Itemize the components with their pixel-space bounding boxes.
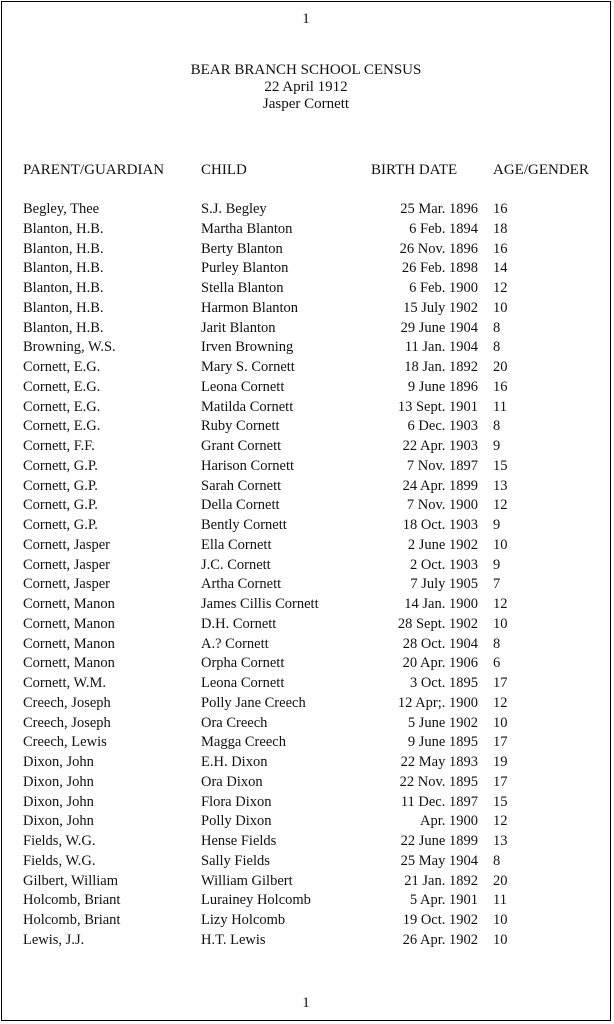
age-gender-cell: 18 [493, 220, 508, 237]
table-row [2, 595, 610, 615]
parent-guardian-cell: Begley, Thee [23, 201, 100, 217]
birth-date-cell: 7 Nov. 1897 [406, 457, 478, 474]
table-row [2, 556, 610, 576]
birth-date-cell: 13 Sept. 1901 [397, 398, 478, 415]
birth-date-cell: 18 Oct. 1903 [402, 517, 478, 533]
table-row [2, 733, 610, 753]
table-row [2, 319, 610, 339]
age-gender-cell: 7 [493, 576, 501, 593]
birth-date-cell: 28 Sept. 1902 [397, 615, 478, 632]
table-row [2, 911, 610, 931]
birth-date-cell: 14 Jan. 1900 [404, 596, 478, 612]
table-row [2, 714, 610, 734]
age-gender-cell: 11 [493, 398, 507, 415]
child-cell: Ella Cornett [201, 536, 272, 553]
child-cell: Leona Cornett [201, 675, 285, 691]
child-cell: Harmon Blanton [201, 299, 299, 316]
age-gender-cell: 20 [493, 359, 508, 375]
table-row [2, 398, 610, 418]
age-gender-cell: 10 [493, 912, 508, 928]
child-cell: Martha Blanton [201, 220, 293, 237]
table-row [2, 240, 610, 260]
child-cell: Mary S. Cornett [201, 359, 295, 375]
birth-date-cell: 26 Apr. 1902 [402, 931, 478, 948]
age-gender-cell: 17 [493, 675, 508, 691]
child-cell: Sally Fields [201, 852, 270, 869]
table-row [2, 773, 610, 793]
parent-guardian-cell: Cornett, F.F. [23, 438, 95, 454]
table-row [2, 852, 610, 872]
child-cell: Polly Dixon [201, 813, 272, 830]
table-row [2, 793, 610, 813]
parent-guardian-cell: Blanton, H.B. [23, 299, 104, 316]
parent-guardian-cell: Blanton, H.B. [23, 240, 104, 257]
birth-date-cell: 6 Feb. 1894 [409, 220, 478, 237]
parent-guardian-cell: Lewis, J.J. [23, 931, 85, 948]
child-cell: Irven Browning [201, 339, 294, 356]
child-cell: H.T. Lewis [201, 931, 266, 948]
table-header [2, 162, 610, 182]
birth-date-cell: 5 Apr. 1901 [409, 892, 478, 909]
census-table-body [2, 200, 610, 951]
parent-guardian-cell: Dixon, John [23, 813, 94, 830]
parent-guardian-cell: Cornett, Jasper [23, 536, 110, 553]
table-row [2, 872, 610, 892]
age-gender-cell: 12 [493, 813, 508, 830]
age-gender-cell: 13 [493, 833, 508, 849]
table-row [2, 417, 610, 437]
age-gender-cell: 8 [493, 418, 501, 435]
parent-guardian-cell: Blanton, H.B. [23, 220, 104, 237]
age-gender-cell: 10 [493, 931, 508, 948]
age-gender-cell: 11 [493, 892, 507, 909]
table-row [2, 536, 610, 556]
birth-date-cell: 25 May 1904 [400, 852, 478, 869]
age-gender-cell: 15 [493, 793, 508, 810]
child-cell: Lurainey Holcomb [201, 892, 311, 909]
age-gender-cell: 10 [493, 536, 508, 553]
age-gender-cell: 8 [493, 852, 501, 869]
table-row [2, 832, 610, 852]
age-gender-cell: 12 [493, 596, 508, 612]
parent-guardian-cell: Fields, W.G. [23, 833, 96, 849]
birth-date-cell: 25 Mar. 1896 [400, 201, 478, 217]
table-row [2, 635, 610, 655]
age-gender-cell: 8 [493, 339, 501, 356]
table-row [2, 259, 610, 279]
child-cell: A.? Cornett [201, 635, 269, 652]
birth-date-cell: 18 Jan. 1892 [404, 359, 478, 375]
birth-date-cell: 26 Nov. 1896 [399, 240, 478, 257]
child-cell: Flora Dixon [201, 793, 272, 810]
child-cell: Lizy Holcomb [201, 912, 286, 928]
table-row [2, 931, 610, 951]
birth-date-cell: 28 Oct. 1904 [402, 635, 478, 652]
child-cell: Bently Cornett [201, 517, 287, 533]
document-title: BEAR BRANCH SCHOOL CENSUS [190, 62, 422, 78]
census-taker: Jasper Cornett [262, 96, 350, 112]
table-row [2, 496, 610, 516]
age-gender-cell: 8 [493, 319, 501, 336]
age-gender-cell: 16 [493, 378, 508, 395]
birth-date-cell: Apr. 1900 [420, 813, 478, 830]
birth-date-cell: 19 Oct. 1902 [402, 912, 478, 928]
age-gender-cell: 15 [493, 457, 508, 474]
age-gender-cell: 9 [493, 517, 501, 533]
birth-date-cell: 22 Apr. 1903 [402, 438, 478, 454]
age-gender-cell: 10 [493, 714, 508, 731]
birth-date-cell: 6 Dec. 1903 [407, 418, 478, 435]
child-cell: Purley Blanton [201, 260, 289, 277]
table-row [2, 200, 610, 220]
child-cell: Magga Creech [201, 734, 286, 751]
child-cell: Sarah Cornett [201, 477, 282, 494]
table-row [2, 812, 610, 832]
child-cell: Hense Fields [201, 833, 277, 849]
parent-guardian-cell: Creech, Lewis [23, 734, 107, 751]
child-cell: J.C. Cornett [201, 556, 271, 573]
parent-guardian-cell: Cornett, Manon [23, 596, 115, 612]
parent-guardian-cell: Blanton, H.B. [23, 260, 104, 277]
child-cell: Harison Cornett [201, 457, 295, 474]
parent-guardian-cell: Cornett, E.G. [23, 418, 101, 435]
table-row [2, 654, 610, 674]
table-row [2, 457, 610, 477]
birth-date-cell: 11 Dec. 1897 [400, 793, 478, 810]
age-gender-cell: 16 [493, 240, 508, 257]
age-gender-cell: 10 [493, 615, 508, 632]
child-cell: Ora Dixon [201, 773, 263, 790]
age-gender-cell: 8 [493, 635, 501, 652]
table-row [2, 279, 610, 299]
table-row [2, 378, 610, 398]
child-cell: Leona Cornett [201, 378, 285, 395]
parent-guardian-cell: Cornett, Manon [23, 655, 115, 672]
parent-guardian-cell: Cornett, W.M. [23, 675, 106, 691]
age-gender-cell: 13 [493, 477, 508, 494]
parent-guardian-cell: Cornett, Manon [23, 615, 115, 632]
birth-date-cell: 22 June 1899 [400, 833, 478, 849]
table-row [2, 575, 610, 595]
child-cell: Orpha Cornett [201, 655, 285, 672]
birth-date-cell: 22 Nov. 1895 [399, 773, 478, 790]
age-gender-cell: 12 [493, 497, 508, 514]
birth-date-cell: 2 June 1902 [407, 536, 478, 553]
birth-date-cell: 7 July 1905 [410, 576, 478, 593]
header-birth-date: BIRTH DATE [371, 162, 458, 178]
table-row [2, 753, 610, 773]
parent-guardian-cell: Blanton, H.B. [23, 319, 104, 336]
birth-date-cell: 11 Jan. 1904 [404, 339, 478, 356]
parent-guardian-cell: Creech, Joseph [23, 714, 111, 731]
birth-date-cell: 21 Jan. 1892 [404, 872, 478, 889]
birth-date-cell: 9 June 1895 [407, 734, 478, 751]
table-row [2, 615, 610, 635]
parent-guardian-cell: Dixon, John [23, 773, 94, 790]
table-row [2, 358, 610, 378]
parent-guardian-cell: Gilbert, William [23, 872, 118, 889]
birth-date-cell: 7 Nov. 1900 [406, 497, 478, 514]
age-gender-cell: 12 [493, 280, 508, 296]
census-page [1, 1, 611, 1021]
birth-date-cell: 9 June 1896 [407, 378, 478, 395]
age-gender-cell: 14 [493, 260, 508, 277]
age-gender-cell: 19 [493, 754, 508, 770]
parent-guardian-cell: Cornett, Jasper [23, 576, 110, 593]
page-number-bottom: 1 [302, 995, 310, 1011]
child-cell: Berty Blanton [201, 240, 283, 257]
parent-guardian-cell: Cornett, G.P. [23, 477, 98, 494]
age-gender-cell: 10 [493, 299, 508, 316]
header-child: CHILD [201, 162, 247, 178]
parent-guardian-cell: Dixon, John [23, 793, 94, 810]
parent-guardian-cell: Cornett, G.P. [23, 497, 98, 514]
birth-date-cell: 5 June 1902 [407, 714, 478, 731]
parent-guardian-cell: Cornett, E.G. [23, 359, 101, 375]
table-row [2, 516, 610, 536]
age-gender-cell: 12 [493, 694, 508, 711]
birth-date-cell: 26 Feb. 1898 [401, 260, 478, 277]
birth-date-cell: 2 Oct. 1903 [409, 556, 478, 573]
table-row [2, 437, 610, 457]
parent-guardian-cell: Cornett, G.P. [23, 517, 98, 533]
parent-guardian-cell: Browning, W.S. [23, 339, 116, 356]
child-cell: E.H. Dixon [201, 754, 268, 770]
child-cell: Polly Jane Creech [201, 694, 306, 711]
child-cell: Ruby Cornett [201, 418, 280, 435]
census-date: 22 April 1912 [264, 79, 348, 95]
birth-date-cell: 15 July 1902 [403, 299, 478, 316]
birth-date-cell: 3 Oct. 1895 [409, 675, 478, 691]
birth-date-cell: 24 Apr. 1899 [402, 477, 478, 494]
page-number-top: 1 [302, 11, 310, 27]
parent-guardian-cell: Cornett, Manon [23, 635, 115, 652]
age-gender-cell: 9 [493, 438, 501, 454]
table-row [2, 220, 610, 240]
age-gender-cell: 9 [493, 556, 501, 573]
table-row [2, 694, 610, 714]
title-block [2, 62, 610, 113]
parent-guardian-cell: Cornett, Jasper [23, 556, 110, 573]
table-row [2, 299, 610, 319]
age-gender-cell: 17 [493, 773, 508, 790]
parent-guardian-cell: Cornett, G.P. [23, 457, 98, 474]
child-cell: Stella Blanton [201, 280, 284, 296]
parent-guardian-cell: Fields, W.G. [23, 852, 96, 869]
table-row [2, 477, 610, 497]
parent-guardian-cell: Holcomb, Briant [23, 912, 121, 928]
age-gender-cell: 17 [493, 734, 508, 751]
birth-date-cell: 29 June 1904 [400, 319, 478, 336]
parent-guardian-cell: Holcomb, Briant [23, 892, 121, 909]
table-row [2, 891, 610, 911]
header-age-gender: AGE/GENDER [493, 162, 589, 178]
birth-date-cell: 20 Apr. 1906 [402, 655, 478, 672]
header-parent-guardian: PARENT/GUARDIAN [23, 162, 165, 178]
child-cell: S.J. Begley [201, 201, 267, 217]
age-gender-cell: 20 [493, 872, 508, 889]
table-row [2, 338, 610, 358]
table-row [2, 674, 610, 694]
age-gender-cell: 16 [493, 201, 508, 217]
parent-guardian-cell: Cornett, E.G. [23, 398, 101, 415]
child-cell: Ora Creech [201, 714, 268, 731]
child-cell: Artha Cornett [201, 576, 282, 593]
parent-guardian-cell: Cornett, E.G. [23, 378, 101, 395]
birth-date-cell: 6 Feb. 1900 [409, 280, 478, 296]
birth-date-cell: 22 May 1893 [400, 754, 478, 770]
child-cell: Matilda Cornett [201, 398, 294, 415]
parent-guardian-cell: Dixon, John [23, 754, 94, 770]
child-cell: Jarit Blanton [201, 319, 276, 336]
child-cell: D.H. Cornett [201, 615, 277, 632]
parent-guardian-cell: Blanton, H.B. [23, 280, 104, 296]
age-gender-cell: 6 [493, 655, 501, 672]
child-cell: William Gilbert [201, 872, 293, 889]
child-cell: Grant Cornett [201, 438, 282, 454]
child-cell: James Cillis Cornett [201, 596, 319, 612]
child-cell: Della Cornett [201, 497, 280, 514]
parent-guardian-cell: Creech, Joseph [23, 694, 111, 711]
birth-date-cell: 12 Apr;. 1900 [397, 694, 478, 711]
